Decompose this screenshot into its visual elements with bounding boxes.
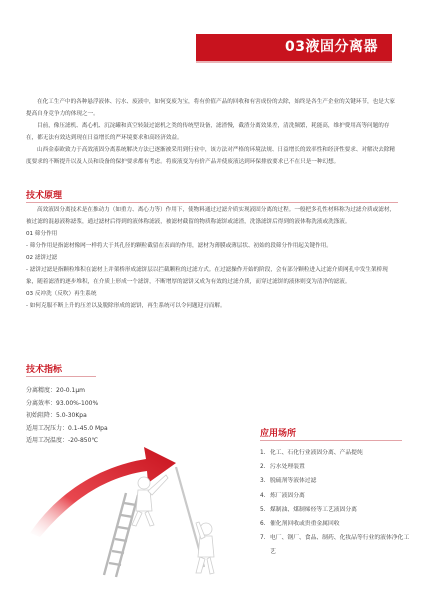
- title-underline: [196, 61, 392, 63]
- intro-paragraph-1: 在化工生产中的各种悬浮液体、污水、废液中，如何变废为宝，将有价值产品的回收和有害成份的去除，始终是各生产企业的关键环节，也是大家提高自身竞争力的体现之一。: [26, 99, 396, 117]
- spec-item: 适用工况温度：-20-850℃: [26, 437, 99, 445]
- list-item: 3. 脱硫剂等液体过滤: [260, 478, 317, 485]
- spec-item: 适用工况压力：0.1-45.0 Mpa: [26, 424, 108, 432]
- principle-text-01: - 筛分作用是指滤材像网一样将大于其孔径的颗粒截留在表面的作用，滤材为薄膜或薄层状、初始的段筛分作用起关键作用。: [26, 243, 332, 249]
- principle-text-03: - 如何克服不断上升的压差以及脱除形成的滤饼，再生系统可以令问题迎刃而解。: [26, 303, 226, 309]
- applications-list: [260, 446, 410, 560]
- list-item: 1. 化工、石化行业液固分离、产品提纯: [260, 450, 363, 456]
- tech-principle-divider: [26, 202, 398, 203]
- list-item: 4. 炼厂液固分离: [260, 492, 305, 499]
- page-title: 03液固分离器: [196, 34, 392, 61]
- list-item: 6. 催化剂回收或贵重金属回收: [260, 521, 340, 528]
- applications-divider: [260, 440, 402, 441]
- person-figure-icon: [132, 475, 168, 526]
- spec-item: 初始阻降：5.0-30Kpa: [26, 412, 87, 420]
- principle-subheading-02: 02 滤饼过滤: [26, 255, 58, 261]
- applications-heading: 应用场所: [260, 429, 297, 439]
- list-item: 7. 电厂、钢厂、食品、制药、化妆品等行业的液体净化工艺: [260, 535, 410, 556]
- ladder-icon: [104, 493, 138, 577]
- tech-specs-divider: [26, 376, 96, 377]
- intro-paragraph-3: 山西金泰欧致力于高效液固分离系统解决方法已逐渐被采用到行业中，该方法对严格的环境法规、日益增长的效率性和经济性要求、对解决去除精度要求的不断提升以及人员和设备的保护要求都有考虑。将废液变为有价产品并使废液达到环保排放要求已不在只是一种幻想。: [26, 147, 396, 165]
- principle-subheading-01: 01 筛分作用: [26, 231, 58, 237]
- principle-text-02: - 滤饼过滤是指颗粒堆积在滤材上并架桥形成滤饼层以拦截颗粒的过滤方式。在过滤操作开始的阶段，会有部分颗粒进入过滤介质网孔中发生架桥现象，随着滤渣的逐步堆积，在介质上形成一个滤饼，不断增厚的滤饼又成为有效的过滤介质，而穿过滤饼的液体则变为清净的滤液。: [26, 267, 388, 285]
- tech-specs-heading: 技术指标: [26, 365, 63, 375]
- principle-subheading-03: 03 反冲洗（反吹）再生系统: [26, 291, 97, 297]
- growth-arrow-illustration: [26, 425, 236, 585]
- spec-item: 分离效率：93.00%-100%: [26, 399, 99, 407]
- tech-principle-body: [26, 204, 398, 312]
- principle-paragraph: 高效液固分离技术是在推动力（如重力、离心力等）作用下，使物料通过过滤介质实现液固分离的过程。一般把多孔性材料称为过滤介质或滤材，被过滤的混悬液称滤浆，通过滤材后得到的液体称滤液，被滤材截留的物质称滤饼或滤渣，洗涤滤饼后得到的液体称洗液或洗涤液。: [26, 207, 396, 225]
- list-item: 2. 污水处理装置: [260, 464, 305, 471]
- person-figure-icon: [196, 522, 214, 574]
- spec-item: 分离精度：20-0.1μm: [26, 387, 86, 394]
- intro-section: [26, 96, 396, 168]
- intro-paragraph-2: 目前，像压滤机、离心机、沉淀罐和真空转鼓过滤机之类的传统型设备，滤渣慢，截渣分离效果差，清洗频繁，耗能高，维护费用高等问题的存在，都无法有效达到现在日益增长的严环境要求和高经济效益。: [26, 123, 390, 141]
- tech-principle-heading: 技术原理: [26, 191, 63, 201]
- list-item: 5. 煤制油、煤制烯烃等工艺液固分离: [260, 506, 357, 513]
